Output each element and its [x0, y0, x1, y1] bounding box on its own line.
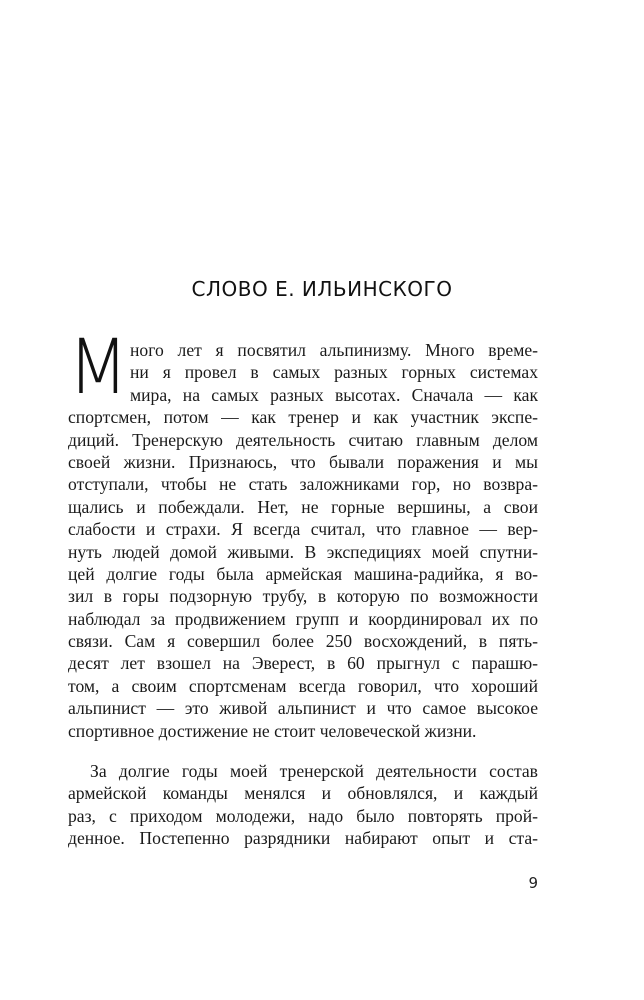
- text-line: диций. Тренерскую деятельность считаю главным делом: [68, 429, 538, 450]
- text-line: нуть людей домой живыми. В экспедициях моей спутни-: [68, 541, 538, 562]
- text-line: наблюдал за продвижением групп и координировал их по: [68, 608, 538, 629]
- text-line: том, а своим спортсменам всегда говорил, что хороший: [68, 675, 538, 696]
- paragraph-2: [68, 760, 538, 850]
- text-line: связи. Сам я совершил более 250 восхождений, в пять-: [68, 631, 538, 652]
- text-line: слабости и страхи. Я всегда считал, что главное — вер-: [68, 519, 538, 540]
- text-line: ни я провел в самых разных горных системах: [130, 362, 538, 383]
- text-line: За долгие годы моей тренерской деятельности состав: [90, 761, 538, 781]
- text-line: своей жизни. Признаюсь, что бывали поражения и мы: [68, 451, 538, 472]
- chapter-title: СЛОВО Е. ИЛЬИНСКОГО: [191, 277, 453, 301]
- text-line: щались и побеждали. Нет, не горные вершины, а свои: [68, 496, 538, 517]
- text-line: раз, с приходом молодежи, надо было повторять прой-: [68, 805, 538, 826]
- text-line: цей долгие годы была армейская машина-радийка, я во-: [68, 563, 538, 584]
- text-line: ного лет я посвятил альпинизму. Много време-: [130, 340, 538, 360]
- paragraph-1: [68, 339, 538, 742]
- page-number: 9: [528, 874, 538, 892]
- text-line: мира, на самых разных высотах. Сначала — как: [130, 384, 538, 405]
- text-line: отступали, чтобы не стать заложниками гор, но возвра-: [68, 474, 538, 495]
- text-line: альпинист — это живой альпинист и что самое высокое: [68, 698, 538, 719]
- text-line: денное. Постепенно разрядники набирают опыт и ста-: [68, 828, 538, 849]
- text-line: армейской команды менялся и обновлялся, и каждый: [68, 783, 538, 804]
- text-line: десят лет взошел на Эверест, в 60 прыгнул с парашю-: [68, 653, 538, 674]
- text-line: спортсмен, потом — как тренер и как участник экспе-: [68, 407, 538, 428]
- drop-cap: М: [68, 322, 129, 411]
- text-line: спортивное достижение не стоит человеческой жизни.: [68, 720, 477, 741]
- text-line: зил в горы подзорную трубу, в которую по возможности: [68, 586, 538, 607]
